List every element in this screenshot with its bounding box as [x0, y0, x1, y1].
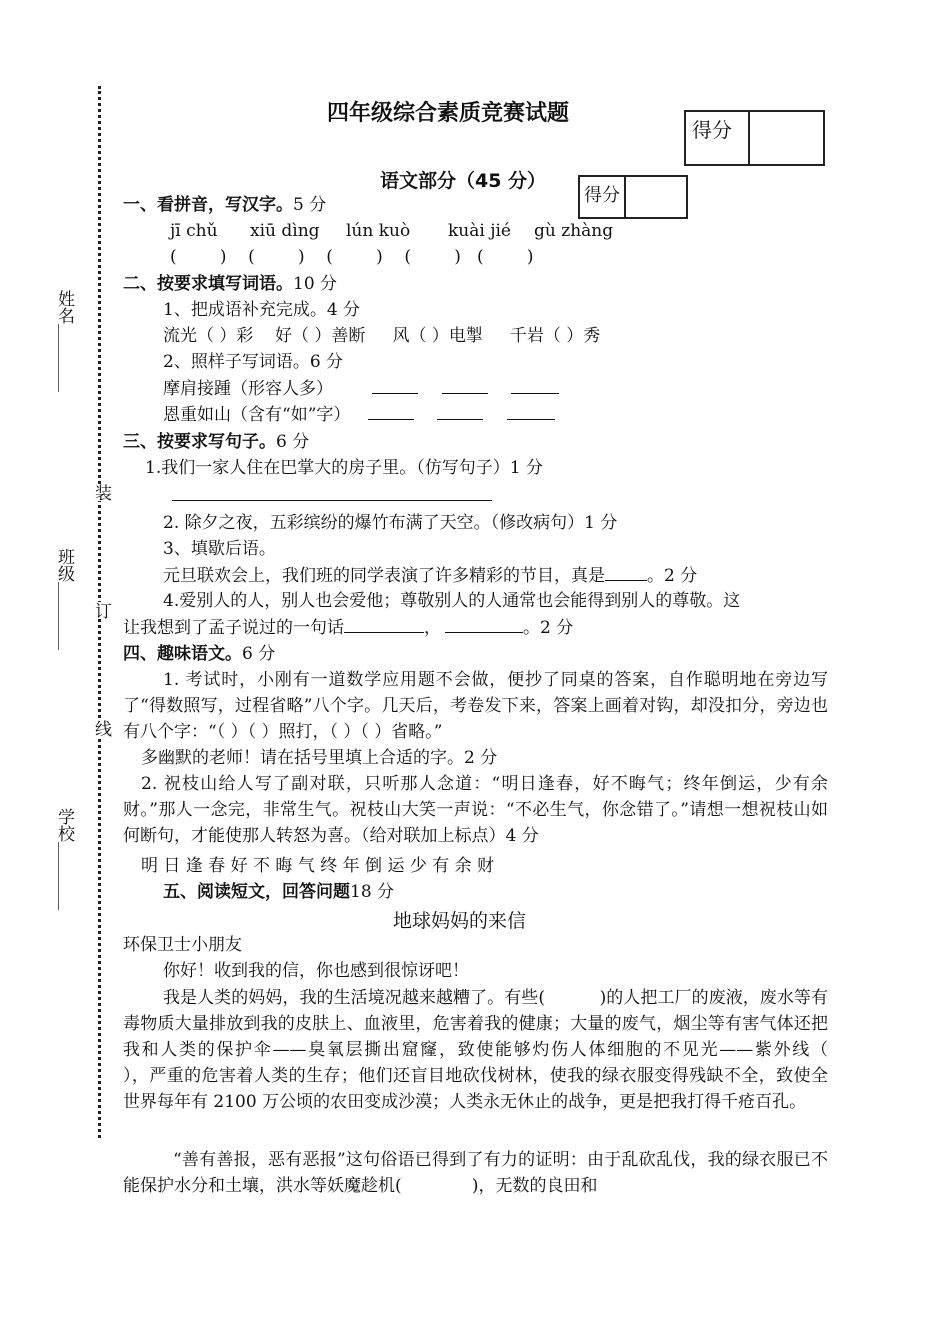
name-label: 姓名 — [54, 290, 74, 324]
answer-blank[interactable] — [344, 614, 424, 633]
q3-s4-line1: 4.爱别人的人，别人也会爱他；尊敬别人的人通常也会能得到别人的尊敬。这 — [163, 591, 741, 611]
score-cell[interactable] — [750, 112, 823, 164]
q1-pinyin-row — [170, 218, 613, 244]
score-cell[interactable] — [626, 177, 686, 217]
q2-example-1: 摩肩接踵（形容人多） — [163, 375, 559, 402]
passage-paragraph-1: 我是人类的妈妈，我的生活境况越来越糟了。有些( )的人把工厂的废液，废水等有毒物质大量排放到我的皮肤上、血液里，危害着我的健康；大量的废气，烟尘等有害气体还把我和人类的保护伞——臭氧层撕出窟窿，致使能够灼伤人体细胞的不见光——紫外线（ ），严重的危害着人类的生存；他们还盲目地砍伐树林，使我的绿衣服变得残缺不全，致使全世界每年有 2100 万公顷的农田变成沙漠；人类永无休止的战争，更是把我打得千疮百孔。 — [123, 988, 883, 1112]
answer-blank[interactable] — [442, 375, 488, 394]
q3-s3: 3、填歇后语。 — [163, 539, 276, 559]
binding-mark-zhuang: 装 — [89, 484, 114, 501]
passage-greeting: 你好！收到我的信，你也感到很惊讶吧！ — [163, 961, 469, 981]
answer-blank[interactable] — [445, 614, 523, 633]
q2-sub2: 2、照样子写词语。6 分 — [163, 352, 344, 372]
q5-heading: 五、阅读短文，回答问题18 分 — [163, 882, 395, 902]
answer-blank[interactable] — [605, 562, 647, 581]
total-score-box — [684, 110, 825, 166]
q2-heading: 二、按要求填写词语。10 分 — [123, 274, 338, 294]
binding-mark-xian: 线 — [89, 720, 114, 737]
q4-p1-end: 多幽默的老师！请在括号里填上合适的字。2 分 — [141, 748, 498, 768]
page-title: 四年级综合素质竞赛试题 — [327, 101, 570, 126]
pinyin-item: kuài jié — [448, 221, 511, 241]
score-label: 得分 — [686, 112, 750, 164]
passage-salutation: 环保卫士小朋友 — [123, 935, 242, 955]
pinyin-item: gù zhàng — [534, 221, 614, 241]
answer-blank[interactable] — [368, 401, 414, 420]
binding-mark-ding: 订 — [89, 602, 114, 619]
q4-paragraph-1: 1. 考试时，小刚有一道数学应用题不会做，便抄了同桌的答案，自作聪明地在旁边写了“得数照写，过程省略”八个字。几天后，考卷发下来，答案上画着对钩，却没扣分，旁边也有八个字：“（ ）（ ）照打，（ ）（ ）省略。” — [123, 670, 828, 742]
q3-s1: 1.我们一家人住在巴掌大的房子里。（仿写句子）1 分 — [145, 458, 543, 478]
passage-paragraph-2: “善有善报，恶有恶报”这句俗语已得到了有力的证明：由于乱砍乱伐，我的绿衣服已不能保护水分和土壤，洪水等妖魔趁机( )，无数的良田和 — [123, 1150, 828, 1196]
q1-heading: 一、看拼音，写汉字。5 分 — [123, 195, 327, 215]
q4-paragraph-2: 2. 祝枝山给人写了副对联，只听那人念道：“明日逢春，好不晦气；终年倒运，少有余财。”那人一念完，非常生气。祝枝山大笑一声说：“不必生气，你念错了。”请想一想祝枝山如何断句，才能使那人转怒为喜。（给对联加上标点）4 分 — [123, 774, 828, 846]
q2-idioms[interactable]: 流光（ ）彩 好（ ）善断 风（ ）电掣 千岩（ ）秀 — [163, 326, 601, 346]
school-field: 学校＿＿＿＿ — [54, 808, 74, 910]
school-label: 学校 — [54, 808, 74, 842]
passage-title: 地球妈妈的来信 — [393, 910, 527, 932]
answer-line[interactable] — [172, 500, 492, 501]
class-label: 班级 — [54, 548, 74, 582]
q3-s3-line: 元旦联欢会上，我们班的同学表演了许多精彩的节目，真是 。2 分 — [163, 562, 697, 589]
answer-blank[interactable] — [372, 375, 418, 394]
q3-s2: 2. 除夕之夜，五彩缤纷的爆竹布满了天空。（修改病句）1 分 — [163, 513, 618, 533]
q3-s4-line2: 让我想到了孟子说过的一句话 ， 。2 分 — [123, 614, 573, 641]
q4-couplet[interactable]: 明 日 逢 春 好 不 晦 气 终 年 倒 运 少 有 余 财 — [141, 856, 495, 876]
pinyin-item: xiū dìng — [250, 221, 320, 241]
answer-blank[interactable] — [507, 401, 555, 420]
q3-heading: 三、按要求写句子。6 分 — [123, 432, 310, 452]
pinyin-item: lún kuò — [346, 221, 411, 241]
q2-sub1: 1、把成语补充完成。4 分 — [163, 300, 361, 320]
name-field: 姓名＿＿＿＿ — [54, 290, 74, 392]
answer-blank[interactable] — [511, 375, 559, 394]
section-title: 语文部分（45 分） — [380, 170, 547, 192]
section-score-box — [578, 175, 688, 219]
q2-example-2: 恩重如山（含有“如”字） — [163, 401, 555, 428]
class-field: 班级＿＿＿＿ — [54, 548, 74, 650]
q1-answer-brackets[interactable]: ( ) ( ) ( ) ( ) ( ) — [170, 247, 534, 267]
score-label: 得分 — [580, 177, 626, 217]
answer-blank[interactable] — [437, 401, 483, 420]
pinyin-item: jī chǔ — [170, 221, 218, 241]
q4-heading: 四、趣味语文。6 分 — [123, 644, 276, 664]
